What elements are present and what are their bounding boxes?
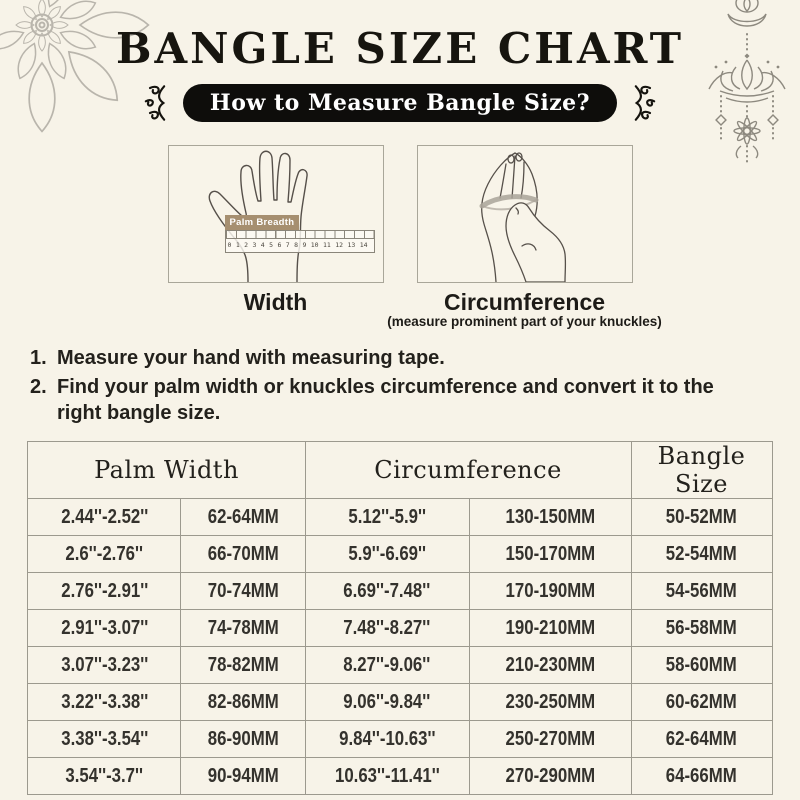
circumference-mm-cell: 270-290MM [469,758,631,795]
circumference-figure [387,145,662,330]
palm-width-mm-cell: 82-86MM [181,684,305,721]
bangle-size-cell: 50-52MM [631,499,772,536]
circumference-note: (measure prominent part of your knuckles) [387,314,662,329]
bangle-size-cell: 60-62MM [631,684,772,721]
flourish-left-icon [140,82,170,124]
bangle-size-cell: 52-54MM [631,536,772,573]
bangle-size-table [27,441,772,795]
palm-width-mm-cell: 66-70MM [181,536,305,573]
hand-with-ruler-icon [169,146,383,282]
circumference-mm-cell: 150-170MM [469,536,631,573]
palm-width-mm-cell: 70-74MM [181,573,305,610]
circumference-mm-cell: 170-190MM [469,573,631,610]
ruler-ticks [226,231,374,239]
palm-width-mm-cell: 74-78MM [181,610,305,647]
circumference-caption: Circumference [443,289,606,315]
flourish-right-icon [630,82,660,124]
table-row [28,647,772,684]
circumference-mm-cell: 230-250MM [469,684,631,721]
circumference-mm-cell: 210-230MM [469,647,631,684]
palm-width-in-cell: 3.54''-3.7'' [28,758,181,795]
palm-width-mm-cell: 90-94MM [181,758,305,795]
circumference-mm-cell: 250-270MM [469,721,631,758]
palm-width-in-cell: 2.44''-2.52'' [28,499,181,536]
table-row [28,536,772,573]
width-figure [168,145,384,330]
ruler [225,230,375,253]
palm-width-in-cell: 2.76''-2.91'' [28,573,181,610]
palm-width-in-cell: 3.38''-3.54'' [28,721,181,758]
table-row [28,573,772,610]
column-header-circumference: Circumference [305,442,631,499]
palm-width-in-cell: 2.91''-3.07'' [28,610,181,647]
hand-circumference-illustration [417,145,633,283]
width-caption: Width [243,289,308,315]
palm-width-mm-cell: 62-64MM [181,499,305,536]
palm-width-mm-cell: 78-82MM [181,647,305,684]
instruction-step-1 [30,345,742,371]
table-header-row [28,442,772,499]
palm-width-in-cell: 3.22''-3.38'' [28,684,181,721]
circumference-in-cell: 6.69''-7.48'' [305,573,469,610]
column-header-bangle-size: Bangle Size [631,442,772,499]
instruction-step-2 [30,374,742,426]
palm-breadth-label: Palm Breadth [225,215,300,230]
palm-width-mm-cell: 86-90MM [181,721,305,758]
column-header-palm-width: Palm Width [28,442,305,499]
circumference-in-cell: 9.84''-10.63'' [305,721,469,758]
palm-width-in-cell: 2.6''-2.76'' [28,536,181,573]
banner-row [0,82,800,124]
table-row [28,684,772,721]
circumference-in-cell: 8.27''-9.06'' [305,647,469,684]
table-row [28,758,772,795]
how-to-measure-banner: How to Measure Bangle Size? [183,84,617,122]
step-number: 1. [30,347,47,369]
pinched-hand-icon [418,146,632,282]
circumference-in-cell: 5.9''-6.69'' [305,536,469,573]
bangle-size-cell: 62-64MM [631,721,772,758]
table-row [28,499,772,536]
circumference-in-cell: 5.12''-5.9'' [305,499,469,536]
page-title: BANGLE SIZE CHART [116,24,684,73]
palm-width-in-cell: 3.07''-3.23'' [28,647,181,684]
bangle-size-cell: 56-58MM [631,610,772,647]
bangle-size-cell: 58-60MM [631,647,772,684]
circumference-mm-cell: 130-150MM [469,499,631,536]
measurement-figures [0,145,800,330]
step-number: 2. [30,376,47,398]
hand-width-illustration [168,145,384,283]
bangle-size-cell: 64-66MM [631,758,772,795]
bangle-size-cell: 54-56MM [631,573,772,610]
instructions [30,345,742,426]
ruler-numbers: 0 1 2 3 4 5 6 7 8 9 10 11 12 13 14 [227,241,368,249]
table-row [28,610,772,647]
table-row [28,721,772,758]
step-text: Measure your hand with measuring tape. [57,347,445,369]
circumference-in-cell: 9.06''-9.84'' [305,684,469,721]
step-text: Find your palm width or knuckles circumference and convert it to the right bangle size. [57,376,714,424]
circumference-mm-cell: 190-210MM [469,610,631,647]
circumference-in-cell: 7.48''-8.27'' [305,610,469,647]
circumference-in-cell: 10.63''-11.41'' [305,758,469,795]
